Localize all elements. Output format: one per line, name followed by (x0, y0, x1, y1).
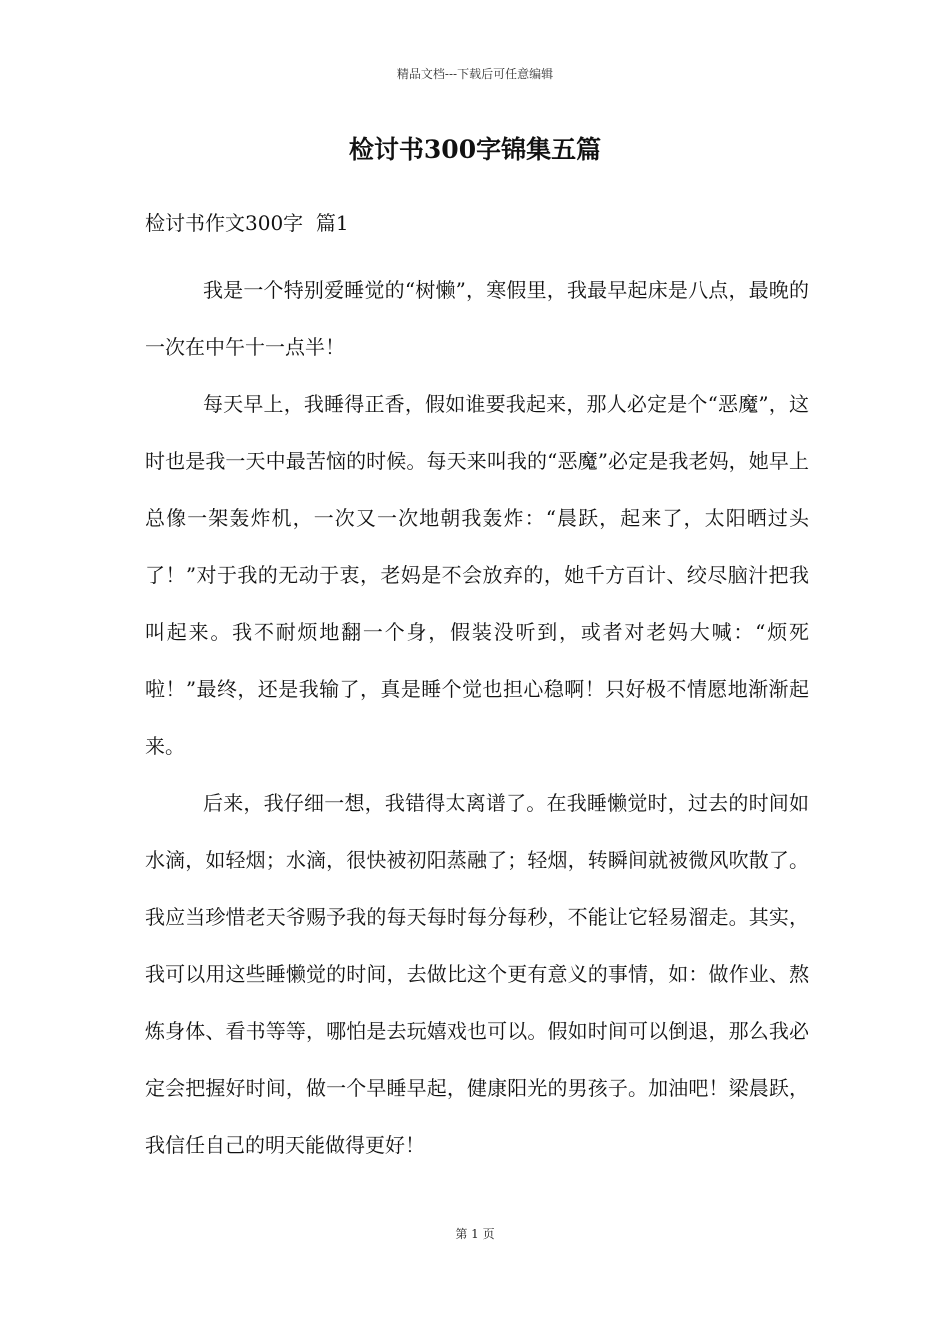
page-number: 第 1 页 (455, 1227, 495, 1241)
document-body (145, 262, 809, 1174)
section-heading: 检讨书作文300字 篇1 (145, 211, 349, 235)
document-title: 检讨书300字锦集五篇 (348, 135, 602, 164)
paragraph-2: 每天早上，我睡得正香，假如谁要我起来，那人必定是个“恶魔”，这时也是我一天中最苦恼的时候。每天来叫我的“恶魔”必定是我老妈，她早上总像一架轰炸机，一次又一次地朝我轰炸：“晨跃，起来了，太阳晒过头了！”对于我的无动于衷，老妈是不会放弃的，她千方百计、绞尽脑汁把我叫起来。我不耐烦地翻一个身，假装没听到，或者对老妈大喊：“烦死啦！”最终，还是我输了，真是睡个觉也担心稳啊！只好极不情愿地渐渐起来。 (145, 392, 809, 758)
header-note: 精品文档---下载后可任意编辑 (396, 67, 554, 81)
paragraph-1: 我是一个特别爱睡觉的“树懒”，寒假里，我最早起床是八点，最晚的一次在中午十一点半！ (145, 278, 809, 359)
paragraph-3: 后来，我仔细一想，我错得太离谱了。在我睡懒觉时，过去的时间如水滴，如轻烟；水滴，很快被初阳蒸融了；轻烟，转瞬间就被微风吹散了。我应当珍惜老天爷赐予我的每天每时每分每秒，不能让它轻易溜走。其实，我可以用这些睡懒觉的时间，去做比这个更有意义的事情，如：做作业、熬炼身体、看书等等，哪怕是去玩嬉戏也可以。假如时间可以倒退，那么我必定会把握好时间，做一个早睡早起，健康阳光的男孩子。加油吧！梁晨跃，我信任自己的明天能做得更好！ (145, 791, 809, 1157)
